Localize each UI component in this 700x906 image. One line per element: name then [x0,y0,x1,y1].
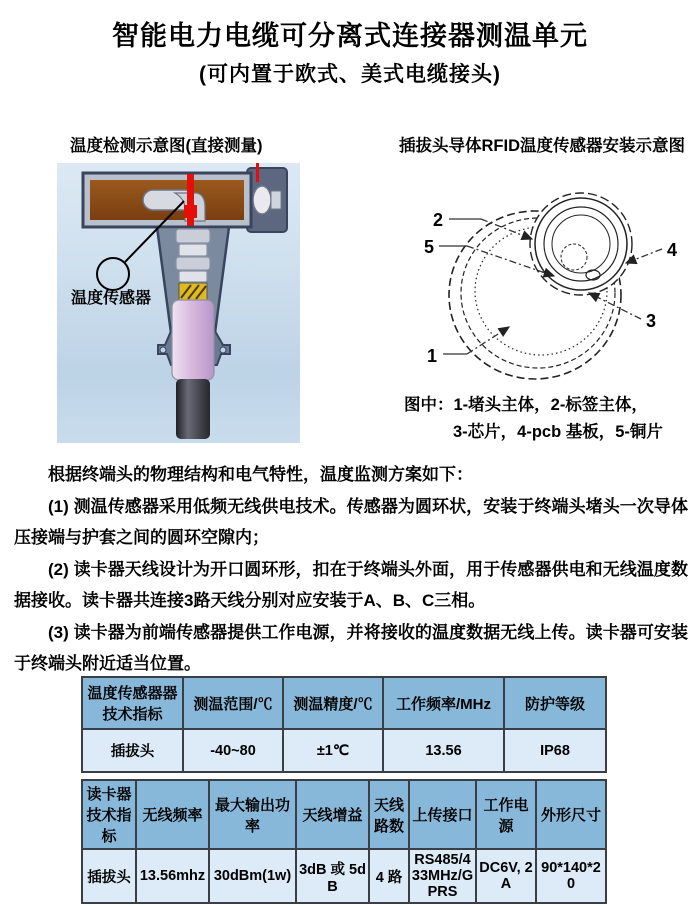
rfid-install-icon [405,172,695,384]
header-antenna-count: 天线路数 [369,780,409,849]
header-protection: 防护等级 [504,677,606,729]
header-sensor-index: 温度传感器器技术指标 [82,677,183,729]
header-temp-range: 测温范围/℃ [183,677,283,729]
reader-spec-header-row [82,780,606,849]
page-title: 智能电力电缆可分离式连接器测温单元 [112,21,588,51]
cell-upload-interface: RS485/433MHz/GPRS [409,849,476,903]
cell-protection: IP68 [504,729,606,772]
scheme-intro: 根据终端头的物理结构和电气特性，温度监测方案如下： [48,465,473,484]
header-work-freq: 工作频率/MHz [383,677,504,729]
sensor-spec-table [81,676,607,773]
sensor-spec-header-row [82,677,606,729]
rfid-install-figure [405,172,695,384]
header-dimensions: 外形尺寸 [536,780,606,849]
sensor-spec-data-row [82,729,606,772]
figure-legend-line1: 图中：1-堵头主体，2-标签主体， [404,396,648,414]
figure-legend [404,392,663,446]
callout-2: 2 [433,210,444,230]
reader-spec-data-row [82,849,606,903]
figure-legend-line2: 3-芯片，4-pcb 基板，5-铜片 [453,423,663,441]
connector-cross-section-figure [57,163,300,443]
right-figure-caption: 插拔头导体RFID温度传感器安装示意图 [399,137,685,155]
header-reader-index: 读卡器技术指标 [82,780,136,849]
cell-reader-plug-type: 插拔头 [82,849,136,903]
cell-antenna-gain: 3dB 或 5dB [296,849,369,903]
header-upload-interface: 上传接口 [409,780,476,849]
header-temp-accuracy: 测温精度/℃ [283,677,383,729]
scheme-item-3: (3) 读卡器为前端传感器提供工作电源，并将接收的温度数据无线上传。读卡器可安装于终端头附近适当位置。 [14,622,688,673]
header-antenna-gain: 天线增益 [296,780,369,849]
cell-work-freq: 13.56 [383,729,504,772]
header-radio-freq: 无线频率 [136,780,209,849]
header-power-supply: 工作电源 [476,780,536,849]
scheme-item-2: (2) 读卡器天线设计为开口圆环形，扣在于终端头外面，用于传感器供电和无线温度数据接收。读卡器共连接3路天线分别对应安装于A、B、C三相。 [14,559,688,610]
cell-plug-type: 插拔头 [82,729,183,772]
cell-radio-freq: 13.56mhz [136,849,209,903]
reader-spec-table [81,779,607,904]
callout-1: 1 [427,346,438,366]
cell-temp-range: -40~80 [183,729,283,772]
cell-temp-accuracy: ±1℃ [283,729,383,772]
sensor-marker [187,174,194,226]
left-figure-caption: 温度检测示意图(直接测量) [70,137,263,155]
cell-antenna-count: 4 路 [369,849,409,903]
callout-4: 4 [667,240,678,260]
cell-max-output: 30dBm(1w) [209,849,296,903]
callout-3: 3 [646,311,657,331]
scheme-item-1: (1) 测温传感器采用低频无线供电技术。传感器为圆环状，安装于终端头堵头一次导体压接端与护套之间的圆环空隙内； [14,496,688,547]
callout-5: 5 [424,237,435,257]
page-subtitle: (可内置于欧式、美式电缆接头) [199,63,501,86]
header-max-output: 最大输出功率 [209,780,296,849]
cell-dimensions: 90*140*20 [536,849,606,903]
cell-power-supply: DC6V, 2A [476,849,536,903]
scheme-description [14,459,688,680]
sensor-label: 温度传感器 [71,290,152,307]
